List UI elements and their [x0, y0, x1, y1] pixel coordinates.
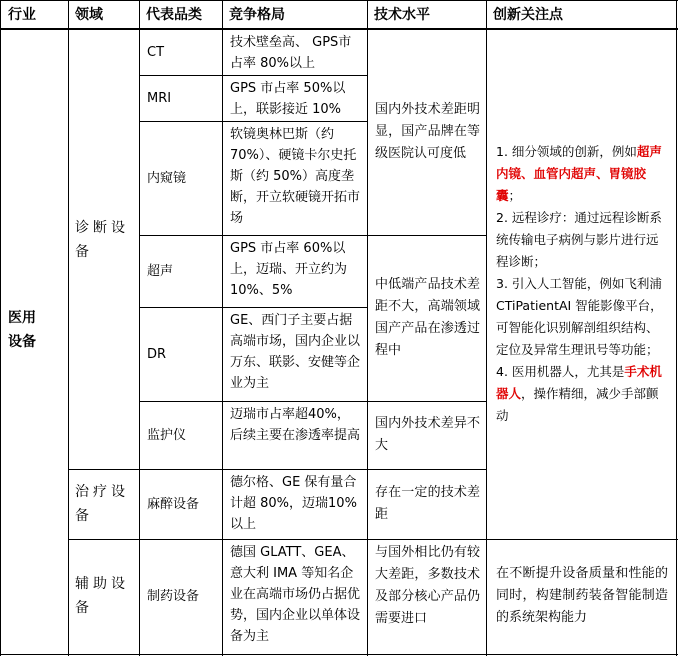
tech-pharma: 与国外相比仍有较大差距，多数技术及部分核心产品仍需要进口	[375, 545, 480, 626]
domain-auxiliary-label: 辅助设备	[75, 576, 129, 616]
competition-anesthesia: 德尔格、GE 保有量合计超 80%，迈瑞10%以上	[230, 475, 357, 532]
domain-treatment	[69, 470, 139, 538]
rule-mri	[140, 121, 368, 122]
tech-imaging-text: 国内外技术差距明显，国产品牌在等级医院认可度低	[375, 102, 480, 161]
industry-cell	[2, 300, 68, 360]
tech-anesthesia-text: 存在一定的技术差距	[375, 485, 480, 522]
tech-monitor	[369, 402, 486, 468]
competition-ultrasound: GPS 市占率 60%以上，迈瑞、开立约为 10%、5%	[230, 241, 348, 298]
rule-monitor	[69, 469, 487, 470]
innovation-diag-treat	[488, 30, 674, 538]
product-pharma: 制药设备	[147, 588, 200, 604]
innovation-list	[496, 141, 669, 427]
rule-right	[676, 0, 677, 656]
header-innovation: 创新关注点	[493, 6, 563, 23]
header-product: 代表品类	[146, 6, 202, 23]
domain-treatment-label: 治疗设备	[75, 484, 129, 524]
competition-ct: 技术壁垒高、 GPS市占率 80%以上	[230, 35, 352, 71]
competition-mri: GPS 市占率 50%以上，联影接近 10%	[230, 81, 346, 117]
product-ultrasound: 超声	[147, 263, 174, 279]
tech-imaging	[369, 30, 486, 234]
innovation-item-4	[496, 361, 669, 427]
rule-anesthesia	[69, 539, 678, 540]
innovation-item-1-text: 1. 细分领域的创新，例如	[496, 144, 637, 159]
rule-endoscope	[140, 235, 487, 236]
product-ct: CT	[147, 44, 165, 60]
header-domain: 领域	[75, 6, 103, 23]
product-dr: DR	[147, 346, 167, 362]
header-competition: 竞争格局	[229, 6, 285, 23]
rule-ultrasound	[140, 307, 368, 308]
rule-col-1	[68, 0, 69, 656]
rule-header-2	[0, 29, 678, 30]
header-tech-level: 技术水平	[374, 6, 430, 23]
competition-pharma: 德国 GLATT、GEA、意大利 IMA 等知名企业在高端市场仍占据优势，国内企业以单体设备为主	[230, 545, 361, 644]
innovation-auxiliary-text: 在不断提升设备质量和性能的同时，构建制药装备智能制造的系统架构能力	[496, 566, 668, 625]
domain-diagnosis	[69, 200, 139, 280]
rule-top	[0, 0, 678, 1]
tech-monitor-text: 国内外技术差异不大	[375, 416, 480, 453]
rule-col-5	[486, 0, 487, 656]
rule-bottom	[0, 654, 678, 655]
tech-ultrasound-dr	[369, 236, 486, 400]
competition-dr: GE、西门子主要占据高端市场，国内企业以万东、联影、安健等企业为主	[230, 313, 361, 391]
innovation-item-1	[496, 141, 669, 207]
rule-col-2	[139, 0, 140, 656]
innovation-item-4-highlight: 手术机器人	[496, 364, 662, 401]
innovation-item-1-highlight: 超声内镜、血管内超声、胃镜胶囊	[496, 144, 662, 203]
competition-monitor: 迈瑞市占率超40%，后续主要在渗透率提高	[230, 407, 361, 443]
domain-diagnosis-label: 诊断设备	[75, 220, 129, 260]
rule-ct	[140, 75, 368, 76]
innovation-item-4-text: 4. 医用机器人，尤其是	[496, 364, 625, 379]
rule-col-4	[367, 0, 368, 656]
innovation-item-2: 2. 远程诊疗：通过远程诊断系统传输电子病例与影片进行远程诊断；	[496, 210, 662, 269]
product-endoscope: 内窥镜	[147, 170, 187, 186]
industry-label: 医用设备	[8, 310, 36, 350]
product-monitor: 监护仪	[147, 427, 187, 443]
innovation-auxiliary	[488, 540, 674, 652]
rule-dr	[140, 401, 487, 402]
tech-anesthesia	[369, 470, 486, 538]
product-mri: MRI	[147, 90, 172, 106]
innovation-item-4-suffix: ，操作精细，减少手部颤动	[496, 386, 659, 423]
product-anesthesia: 麻醉设备	[147, 496, 200, 512]
innovation-item-3: 3. 引入人工智能，例如飞利浦 CTiPatientAI 智能影像平台，可智能化识别解剖组织结构、定位及异常生理讯号等功能；	[496, 276, 663, 357]
header-industry: 行业	[8, 6, 36, 23]
rule-col-3	[222, 0, 223, 656]
innovation-item-1-suffix: ；	[508, 188, 522, 203]
rule-left	[0, 0, 1, 656]
domain-auxiliary	[69, 560, 139, 632]
competition-endoscope: 软镜奥林巴斯（约 70%）、硬镜卡尔史托斯（约 50%）高度垄断，开立软硬镜开拓市场	[230, 127, 361, 226]
tech-ultrasound-dr-text: 中低端产品技术差距不大，高端领域国产产品在渗透过程中	[375, 277, 480, 358]
